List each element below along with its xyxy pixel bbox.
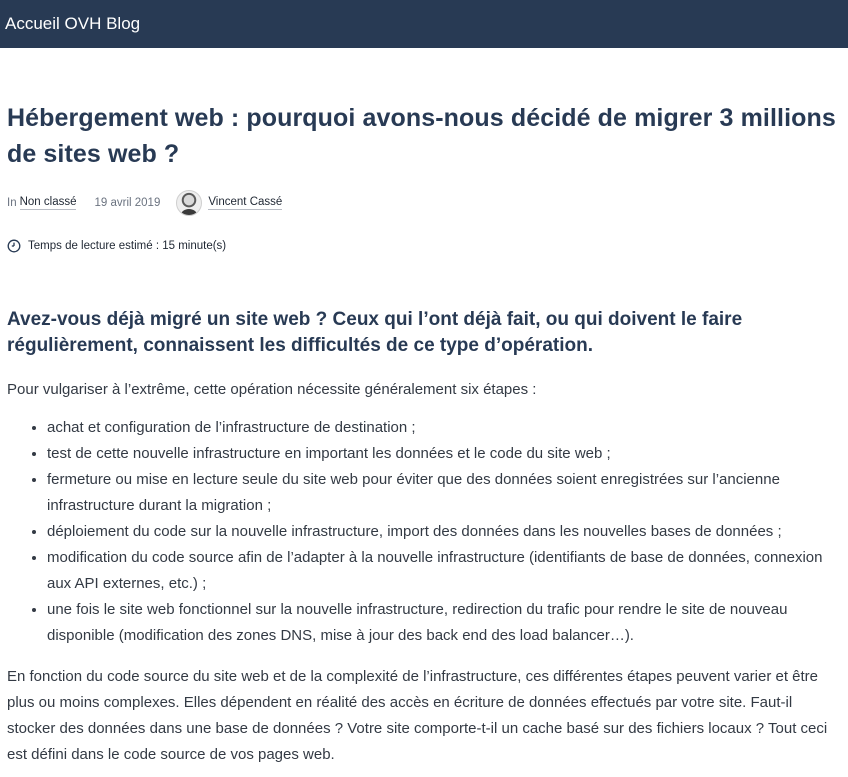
author-link[interactable]: Vincent Cassé (208, 196, 283, 208)
list-item: • achat et configuration de l’infrastructure de destination ; (47, 415, 837, 441)
category-link[interactable]: Non classé (19, 196, 77, 208)
steps-list (7, 415, 837, 649)
article (7, 100, 837, 768)
reading-time (7, 239, 837, 253)
list-item: • modification du code source afin de l’adapter à la nouvelle infrastructure (identifiants de base de données, connexion aux API externes, etc.) ; (47, 545, 837, 597)
publish-date: 19 avril 2019 (94, 197, 161, 209)
avatar (176, 190, 202, 216)
list-item: • déploiement du code sur la nouvelle infrastructure, import des données dans les nouvelles bases de données ; (47, 519, 837, 545)
home-link[interactable]: Accueil OVH Blog (5, 14, 141, 33)
list-item: • fermeture ou mise en lecture seule du site web pour éviter que des données soient enregistrées sur l’ancienne infrastructure durant la migration ; (47, 467, 837, 519)
list-item: • test de cette nouvelle infrastructure en important les données et le code du site web ; (47, 441, 837, 467)
page-title: Hébergement web : pourquoi avons-nous décidé de migrer 3 millions de sites web ? (7, 104, 836, 168)
article-lead: Avez-vous déjà migré un site web ? Ceux qui l’ont déjà fait, ou qui doivent le faire régulièrement, connaissent les difficultés de ce type d’opération. (7, 309, 743, 356)
category-prefix: In (7, 197, 17, 209)
article-meta (7, 190, 837, 216)
reading-time-text: Temps de lecture estimé : 15 minute(s) (28, 240, 227, 252)
list-item: • une fois le site web fonctionnel sur la nouvelle infrastructure, redirection du trafic pour rendre le site de nouveau disponible (modification des zones DNS, mise à jour des back end des load balancer…). (47, 597, 837, 649)
conclusion-paragraph: En fonction du code source du site web et de la complexité de l’infrastructure, ces différentes étapes peuvent varier et être plus ou moins complexes. Elles dépendent en réalité des accès en écriture de données effectués par votre site. Faut-il stocker des données dans une base de données ? Votre site comporte-t-il un cache basé sur des fichiers locaux ? Tout ceci est défini dans le code source de vos pages web. (7, 668, 828, 763)
top-navigation-bar (0, 0, 848, 48)
clock-icon (7, 239, 21, 253)
intro-paragraph: Pour vulgariser à l’extrême, cette opération nécessite généralement six étapes : (7, 381, 537, 398)
